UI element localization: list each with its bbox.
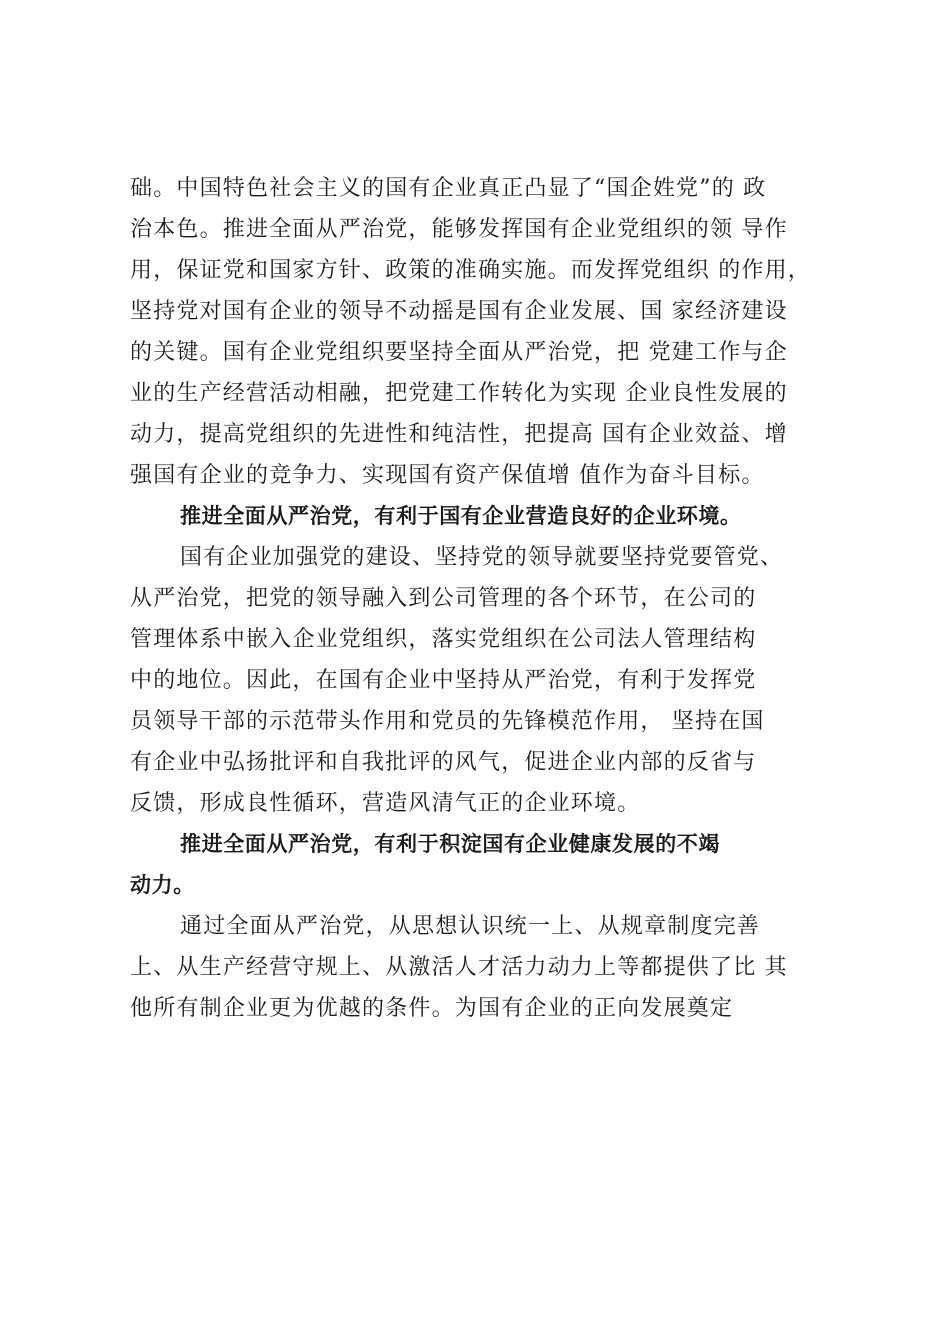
paragraph-line: 反馈，形成良性循环，营造风清气正的企业环境。: [130, 791, 641, 816]
paragraph-line: 国有企业加强党的建设、坚持党的领导就要坚持党要管党、: [180, 545, 784, 570]
paragraph-line: 强国有企业的竞争力、实现国有资产保值增 值作为奋斗目标。: [130, 463, 765, 488]
paragraph-line: 通过全面从严治党，从思想认识统一上、从规章制度完善: [180, 914, 761, 939]
paragraph-line: 管理体系中嵌入企业党组织，落实党组织在公司法人管理结构: [130, 627, 757, 652]
section-heading: 推进全面从严治党，有利于积淀国有企业健康发展的不竭: [180, 832, 720, 856]
paragraph-line: 治本色。推进全面从严治党，能够发挥国有企业党组织的领 导作: [130, 217, 788, 242]
paragraph-line: 有企业中弘扬批评和自我批评的风气，促进企业内部的反省与: [130, 750, 757, 775]
paragraph-line: 坚持党对国有企业的领导不动摇是国有企业发展、国 家经济建设: [130, 299, 788, 324]
paragraph-line: 用，保证党和国家方针、政策的准确实施。而发挥党组织 的作用，: [130, 258, 811, 283]
paragraph-line: 他所有制企业更为优越的条件。为国有企业的正向发展奠定: [130, 996, 734, 1021]
section-heading: 推进全面从严治党，有利于国有企业营造良好的企业环境。: [180, 504, 742, 528]
paragraph-line: 业的生产经营活动相融，把党建工作转化为实现 企业良性发展的: [130, 381, 788, 406]
paragraph-line: 动力，提高党组织的先进性和纯洁性，把提高 国有企业效益、增: [130, 422, 788, 447]
paragraph-line: 从严治党，把党的领导融入到公司管理的各个环节，在公司的: [130, 586, 757, 611]
paragraph-line: 础。中国特色社会主义的国有企业真正凸显了“国企姓党”的 政: [130, 176, 767, 201]
document-body: [130, 168, 830, 1029]
paragraph-line: 员领导干部的示范带头作用和党员的先锋模范作用， 坚持在国: [130, 709, 765, 734]
paragraph-line: 中的地位。因此，在国有企业中坚持从严治党，有利于发挥党: [130, 668, 757, 693]
paragraph-line: 的关键。国有企业党组织要坚持全面从严治党，把 党建工作与企: [130, 340, 788, 365]
paragraph-line: 上、从生产经营守规上、从激活人才活力动力上等都提供了比 其: [130, 955, 788, 980]
section-heading-continued: 动力。: [130, 873, 195, 897]
